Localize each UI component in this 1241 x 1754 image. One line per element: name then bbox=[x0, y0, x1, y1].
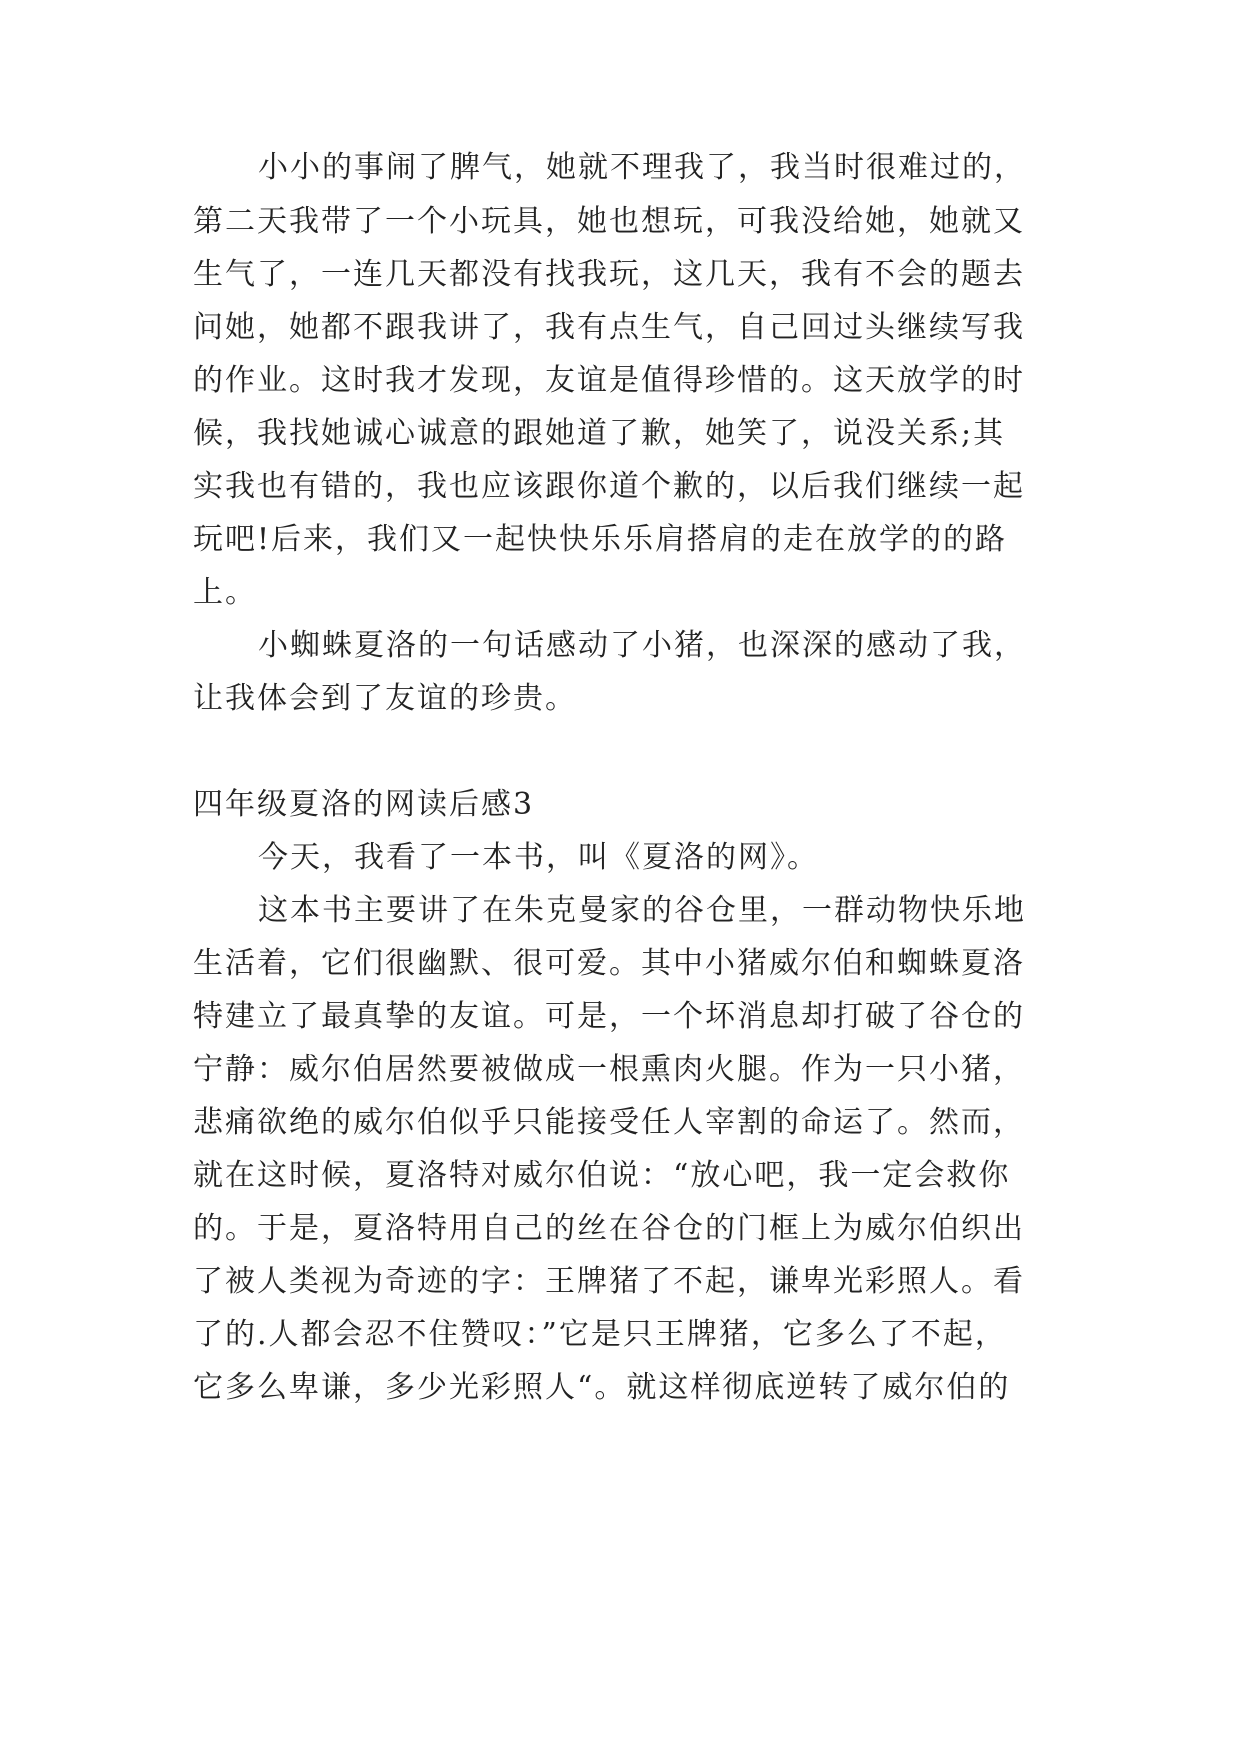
paragraph-line: 玩吧!后来，我们又一起快快乐乐肩搭肩的走在放学的的路 bbox=[193, 522, 1008, 557]
paragraph-line: 它多么卑谦，多少光彩照人“。就这样彻底逆转了威尔伯的 bbox=[193, 1370, 1011, 1405]
paragraph-line: 悲痛欲绝的威尔伯似乎只能接受任人宰割的命运了。然而， bbox=[193, 1105, 1025, 1140]
paragraph-line: 了被人类视为奇迹的字：王牌猪了不起，谦卑光彩照人。看 bbox=[193, 1264, 1025, 1299]
paragraph-line: 第二天我带了一个小玩具，她也想玩，可我没给她，她就又 bbox=[193, 204, 1025, 239]
paragraph-line: 了的.人都会忍不住赞叹：”它是只王牌猪，它多么了不起， bbox=[193, 1317, 1007, 1352]
paragraph-line: 上。 bbox=[193, 575, 257, 610]
paragraph-line: 这本书主要讲了在朱克曼家的谷仓里，一群动物快乐地 bbox=[258, 893, 1026, 928]
paragraph-line: 的作业。这时我才发现，友谊是值得珍惜的。这天放学的时 bbox=[193, 363, 1025, 398]
paragraph-line: 特建立了最真挚的友谊。可是，一个坏消息却打破了谷仓的 bbox=[193, 999, 1025, 1034]
paragraph-line: 小蜘蛛夏洛的一句话感动了小猪，也深深的感动了我， bbox=[258, 628, 1026, 663]
paragraph-line: 生气了，一连几天都没有找我玩，这几天，我有不会的题去 bbox=[193, 257, 1025, 292]
paragraph-line: 的。于是，夏洛特用自己的丝在谷仓的门框上为威尔伯织出 bbox=[193, 1211, 1025, 1246]
paragraph-line: 宁静：威尔伯居然要被做成一根熏肉火腿。作为一只小猪， bbox=[193, 1052, 1025, 1087]
paragraph-line: 就在这时候，夏洛特对威尔伯说：“放心吧，我一定会救你 bbox=[193, 1158, 1011, 1193]
paragraph-line: 小小的事闹了脾气，她就不理我了，我当时很难过的， bbox=[258, 150, 1026, 185]
paragraph-line: 问她，她都不跟我讲了，我有点生气，自己回过头继续写我 bbox=[193, 310, 1025, 345]
paragraph-line: 候，我找她诚心诚意的跟她道了歉，她笑了，说没关系;其 bbox=[193, 416, 1006, 451]
paragraph-line: 今天，我看了一本书，叫《夏洛的网》。 bbox=[258, 840, 819, 875]
section-heading: 四年级夏洛的网读后感3 bbox=[193, 787, 535, 822]
paragraph-line: 生活着，它们很幽默、很可爱。其中小猪威尔伯和蜘蛛夏洛 bbox=[193, 946, 1025, 981]
paragraph-line: 实我也有错的，我也应该跟你道个歉的，以后我们继续一起 bbox=[193, 469, 1025, 504]
paragraph-line: 让我体会到了友谊的珍贵。 bbox=[193, 681, 577, 716]
